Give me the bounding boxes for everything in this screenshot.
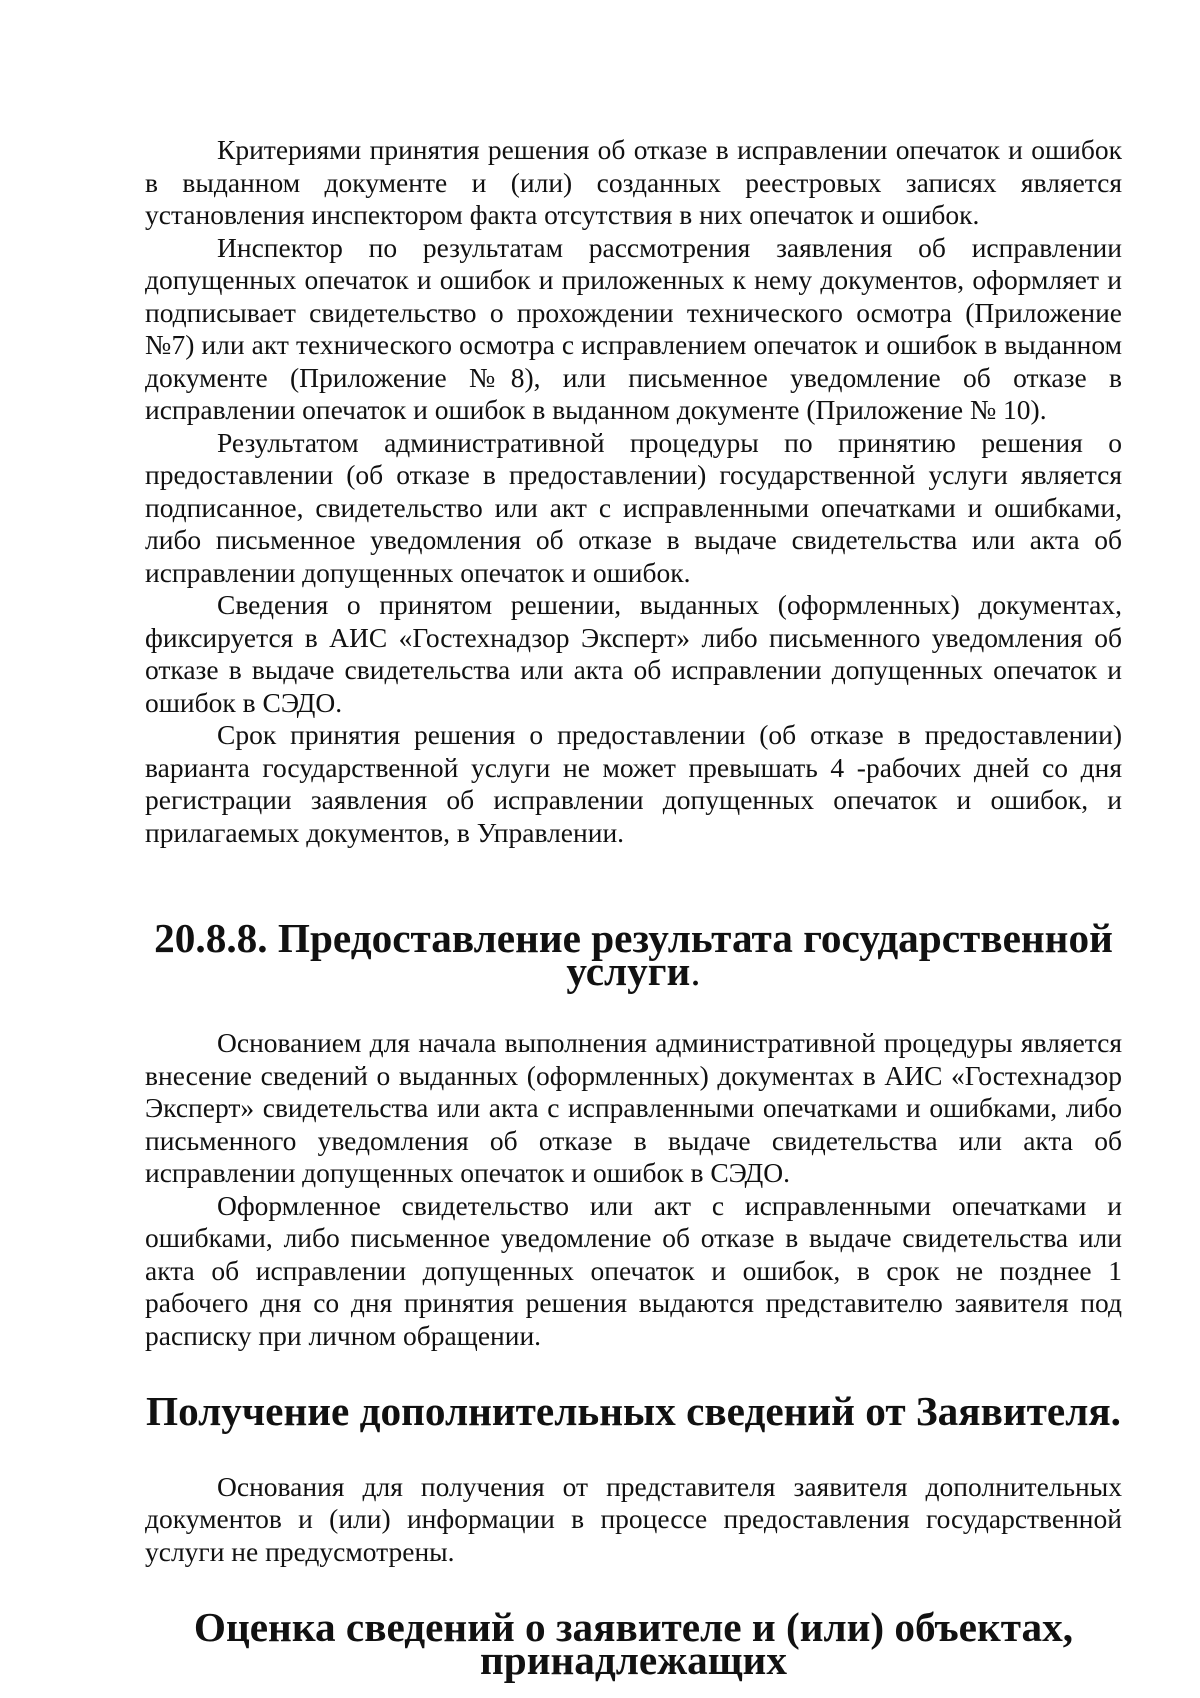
paragraph-decision-deadline: Срок принятия решения о предоставлении (об отказе в предоставлении) варианта государственной услуги не может превышать 4 -рабочих дней со дня регистрации заявления об исправлении допущенных опечаток и ошибок, и прилагаемых документов, в Управлении. (145, 719, 1122, 848)
document-page (145, 134, 1122, 1683)
heading-text: 20.8.8. Предоставление результата государственной услуги (154, 915, 1113, 994)
section-heading-additional-info: Получение дополнительных сведений от Заявителя. (145, 1388, 1121, 1434)
paragraph-procedure-result: Результатом административной процедуры по принятию решения о предоставлении (об отказе в предоставлении) государственной услуги является подписанное, свидетельство или акт с исправленными опечатками и ошибками, либо письменное уведомления об отказе в выдаче свидетельства или акта об исправлении допущенных опечаток и ошибок. (145, 426, 1122, 588)
paragraph-document-issuance: Оформленное свидетельство или акт с исправленными опечатками и ошибками, либо письменное уведомление об отказе в выдаче свидетельства или акта об исправлении допущенных опечаток и ошибок, в срок не позднее 1 рабочего дня со дня принятия решения выдаются представителю заявителя под расписку при личном обращении. (145, 1189, 1122, 1351)
section-heading-result-provision (145, 915, 1122, 994)
paragraph-inspector-actions: Инспектор по результатам рассмотрения заявления об исправлении допущенных опечаток и ошибок и приложенных к нему документов, оформляет и подписывает свидетельство о прохождении технического осмотра (Приложение №7) или акт технического осмотра с исправлением опечаток и ошибок в выданном документе (Приложение №8), или письменное уведомление об отказе в исправлении опечаток и ошибок в выданном документе (Приложение № 10). (145, 231, 1122, 425)
paragraph-decision-records: Сведения о принятом решении, выданных (оформленных) документах, фиксируется в АИС «Гостехнадзор Эксперт» либо письменного уведомления об отказе в выдаче свидетельства или акта об исправлении допущенных опечаток и ошибок в СЭДО. (145, 589, 1122, 718)
paragraph-additional-info-basis: Основания для получения от представителя заявителя дополнительных документов и (или) информации в процессе предоставления государственной услуги не предусмотрены. (145, 1470, 1122, 1567)
section-spacer (145, 849, 1122, 922)
paragraph-rejection-criteria: Критериями принятия решения об отказе в исправлении опечаток и ошибок в выданном документе и (или) созданных реестровых записях является установления инспектором факта отсутствия в них опечаток и ошибок. (145, 134, 1122, 230)
paragraph-procedure-basis: Основанием для начала выполнения административной процедуры является внесение сведений о выданных (оформленных) документах в АИС «Гостехнадзор Эксперт» свидетельства или акта с исправленными опечатками и ошибками, либо письменного уведомления об отказе в выдаче свидетельства или акта об исправлении допущенных опечаток и ошибок в СЭДО. (145, 1027, 1122, 1188)
heading-trailing-dot: . (690, 947, 701, 994)
section-heading-applicant-assessment: Оценка сведений о заявителе и (или) объектах, принадлежащих (193, 1604, 1074, 1683)
